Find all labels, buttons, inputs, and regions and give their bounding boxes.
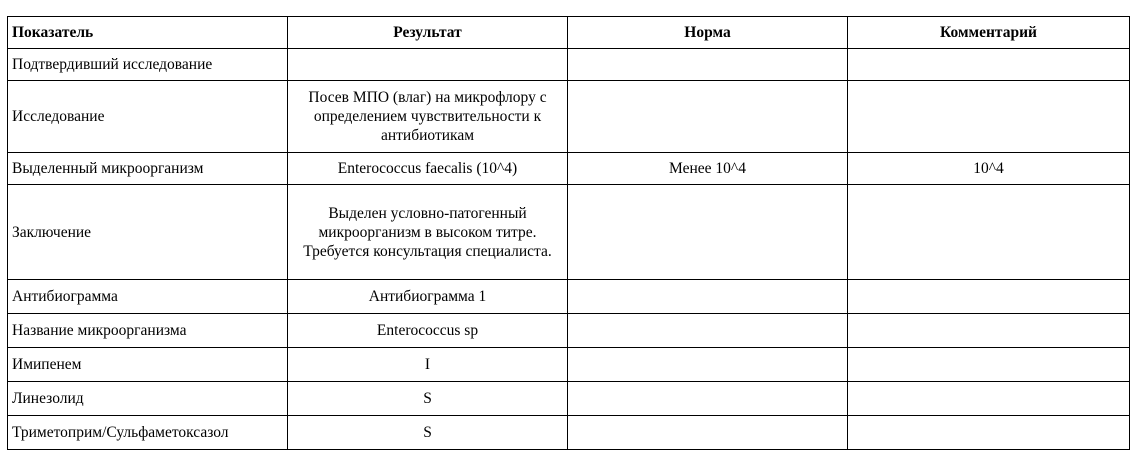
header-norm: Норма — [568, 17, 848, 49]
row-indicator: Триметоприм/Сульфаметоксазол — [8, 416, 288, 450]
row-norm — [568, 348, 848, 382]
row-comment — [848, 280, 1130, 314]
row-comment — [848, 382, 1130, 416]
table-row — [8, 153, 1130, 185]
table-row — [8, 280, 1130, 314]
row-result: Антибиограмма 1 — [288, 280, 568, 314]
row-norm — [568, 49, 848, 81]
table-row — [8, 416, 1130, 450]
row-norm: Менее 10^4 — [568, 153, 848, 185]
row-indicator: Имипенем — [8, 348, 288, 382]
row-result-cell — [288, 185, 568, 280]
row-result: Посев МПО (влаг) на микрофлору с определением чувствительности к антибиотикам — [308, 89, 547, 144]
table-header-row — [8, 17, 1130, 49]
table-row — [8, 81, 1130, 153]
row-result: S — [288, 382, 568, 416]
row-result: Enterococcus faecalis (10^4) — [288, 153, 568, 185]
row-norm — [568, 81, 848, 153]
row-indicator: Выделенный микроорганизм — [8, 153, 288, 185]
row-comment: 10^4 — [848, 153, 1130, 185]
row-comment — [848, 416, 1130, 450]
row-result: Enterococcus sp — [288, 314, 568, 348]
header-comment: Комментарий — [848, 17, 1130, 49]
row-result: I — [288, 348, 568, 382]
table-row — [8, 382, 1130, 416]
row-norm — [568, 314, 848, 348]
row-indicator: Название микроорганизма — [8, 314, 288, 348]
row-indicator: Антибиограмма — [8, 280, 288, 314]
row-result-cell — [288, 81, 568, 153]
row-indicator: Заключение — [8, 185, 288, 280]
table-row — [8, 314, 1130, 348]
row-indicator: Подтвердивший исследование — [8, 49, 288, 81]
row-indicator: Исследование — [8, 81, 288, 153]
row-result: S — [288, 416, 568, 450]
row-norm — [568, 280, 848, 314]
row-comment — [848, 185, 1130, 280]
row-result: Выделен условно-патогенный микроорганизм в высоком титре. Требуется консультация специалиста. — [303, 204, 552, 260]
results-table-container — [7, 16, 1129, 450]
row-comment — [848, 314, 1130, 348]
row-comment — [848, 81, 1130, 153]
table-row — [8, 49, 1130, 81]
row-norm — [568, 416, 848, 450]
row-result — [288, 49, 568, 81]
table-row — [8, 185, 1130, 280]
table-row — [8, 348, 1130, 382]
row-norm — [568, 382, 848, 416]
row-comment — [848, 49, 1130, 81]
row-indicator: Линезолид — [8, 382, 288, 416]
header-result: Результат — [288, 17, 568, 49]
row-norm — [568, 185, 848, 280]
lab-results-table — [7, 16, 1130, 450]
row-comment — [848, 348, 1130, 382]
header-indicator: Показатель — [8, 17, 288, 49]
